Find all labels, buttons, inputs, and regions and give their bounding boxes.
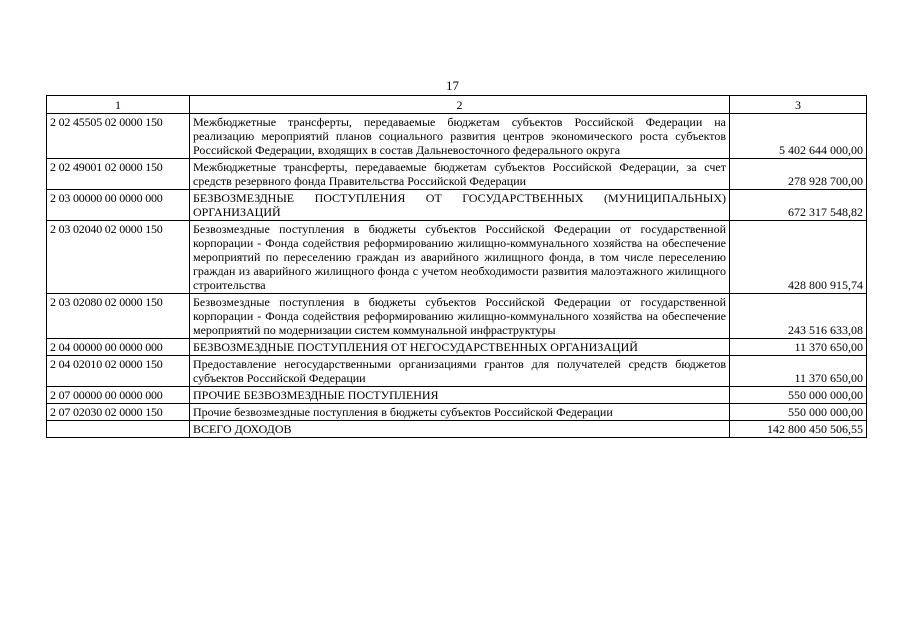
column-header-code: 1 bbox=[47, 96, 190, 114]
row-amount: 428 800 915,74 bbox=[730, 221, 867, 294]
table-row bbox=[47, 221, 867, 294]
table-row bbox=[47, 190, 867, 221]
row-description: БЕЗВОЗМЕЗДНЫЕ ПОСТУПЛЕНИЯ ОТ ГОСУДАРСТВЕННЫХ (МУНИЦИПАЛЬНЫХ) ОРГАНИЗАЦИЙ bbox=[190, 190, 730, 221]
row-description: Прочие безвозмездные поступления в бюджеты субъектов Российской Федерации bbox=[190, 404, 730, 421]
row-code: 2 04 02010 02 0000 150 bbox=[47, 356, 190, 387]
row-amount: 550 000 000,00 bbox=[730, 387, 867, 404]
row-description: ПРОЧИЕ БЕЗВОЗМЕЗДНЫЕ ПОСТУПЛЕНИЯ bbox=[190, 387, 730, 404]
row-code: 2 02 49001 02 0000 150 bbox=[47, 159, 190, 190]
row-code: 2 07 02030 02 0000 150 bbox=[47, 404, 190, 421]
total-row bbox=[47, 421, 867, 438]
row-amount: 672 317 548,82 bbox=[730, 190, 867, 221]
row-amount: 278 928 700,00 bbox=[730, 159, 867, 190]
row-code: 2 03 00000 00 0000 000 bbox=[47, 190, 190, 221]
row-code: 2 03 02040 02 0000 150 bbox=[47, 221, 190, 294]
row-description: Безвозмездные поступления в бюджеты субъектов Российской Федерации от государственной корпорации - Фонда содействия реформированию жилищно-коммунального хозяйства на обеспечение мероприятий по переселению граждан из аварийного жилищного фонда, в том числе переселению граждан из аварийного жилищного фонда с учетом необходимости развития малоэтажного жилищного строительства bbox=[190, 221, 730, 294]
table-row bbox=[47, 387, 867, 404]
row-description: БЕЗВОЗМЕЗДНЫЕ ПОСТУПЛЕНИЯ ОТ НЕГОСУДАРСТВЕННЫХ ОРГАНИЗАЦИЙ bbox=[190, 339, 730, 356]
row-amount: 11 370 650,00 bbox=[730, 356, 867, 387]
revenue-table bbox=[46, 95, 867, 438]
total-amount: 142 800 450 506,55 bbox=[730, 421, 867, 438]
page-number: 17 bbox=[446, 78, 459, 93]
table-row bbox=[47, 356, 867, 387]
table-row bbox=[47, 159, 867, 190]
row-description: Межбюджетные трансферты, передаваемые бюджетам субъектов Российской Федерации, за счет средств резервного фонда Правительства Российской Федерации bbox=[190, 159, 730, 190]
table-row bbox=[47, 339, 867, 356]
table-row bbox=[47, 294, 867, 339]
row-code: 2 04 00000 00 0000 000 bbox=[47, 339, 190, 356]
total-code bbox=[47, 421, 190, 438]
row-code: 2 02 45505 02 0000 150 bbox=[47, 114, 190, 159]
row-description: Безвозмездные поступления в бюджеты субъектов Российской Федерации от государственной корпорации - Фонда содействия реформированию жилищно-коммунального хозяйства на обеспечение мероприятий по модернизации систем коммунальной инфраструктуры bbox=[190, 294, 730, 339]
total-label: ВСЕГО ДОХОДОВ bbox=[190, 421, 730, 438]
row-description: Предоставление негосударственными организациями грантов для получателей средств бюджетов субъектов Российской Федерации bbox=[190, 356, 730, 387]
column-header-description: 2 bbox=[190, 96, 730, 114]
row-amount: 5 402 644 000,00 bbox=[730, 114, 867, 159]
column-header-amount: 3 bbox=[730, 96, 867, 114]
table-row bbox=[47, 114, 867, 159]
row-amount: 550 000 000,00 bbox=[730, 404, 867, 421]
table-row bbox=[47, 404, 867, 421]
row-amount: 243 516 633,08 bbox=[730, 294, 867, 339]
row-code: 2 07 00000 00 0000 000 bbox=[47, 387, 190, 404]
table-header-row bbox=[47, 96, 867, 114]
row-description: Межбюджетные трансферты, передаваемые бюджетам субъектов Российской Федерации на реализацию мероприятий планов социального развития центров экономического роста субъектов Российской Федерации, входящих в состав Дальневосточного федерального округа bbox=[190, 114, 730, 159]
row-code: 2 03 02080 02 0000 150 bbox=[47, 294, 190, 339]
row-amount: 11 370 650,00 bbox=[730, 339, 867, 356]
